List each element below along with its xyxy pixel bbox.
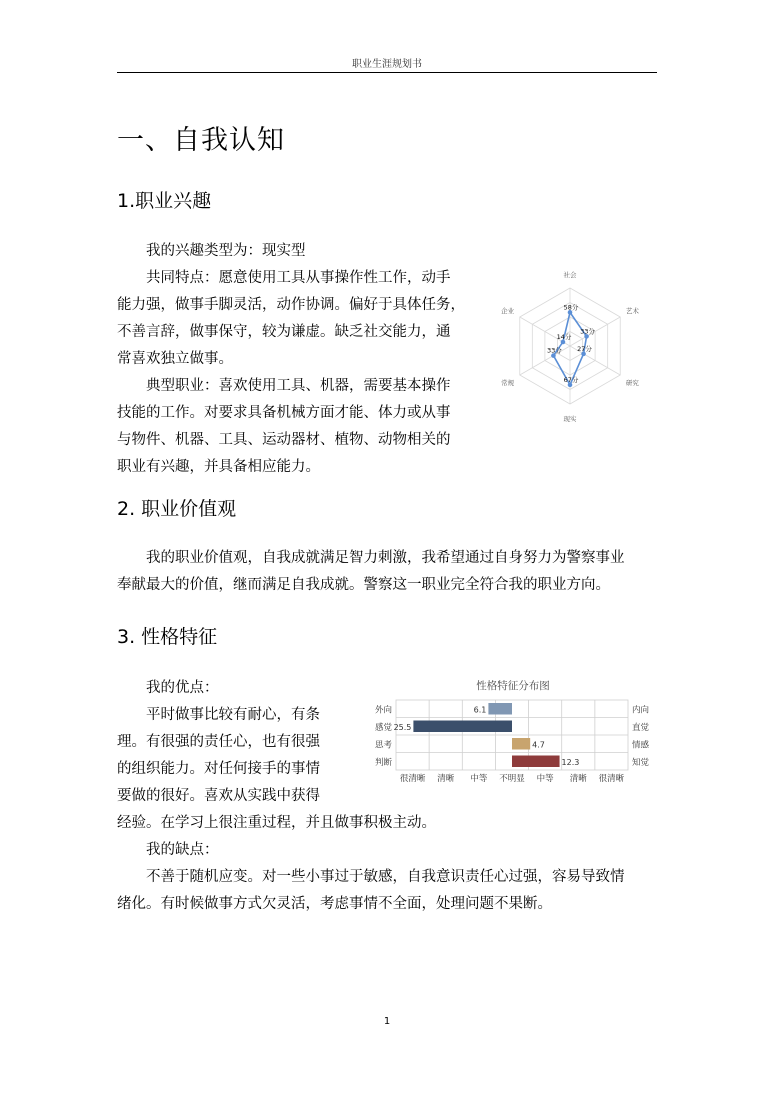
weakness-line: 绪化。有时候做事方式欠灵活，考虑事情不全面，处理问题不果断。 — [117, 896, 552, 912]
interest-type-line: 我的兴趣类型为：现实型 — [146, 243, 306, 259]
bar — [512, 756, 560, 768]
radar-value-label: 67分 — [563, 375, 579, 384]
bar-right-label: 内向 — [632, 705, 650, 716]
radar-value-label: 33分 — [580, 327, 595, 336]
job-line: 与物件、机器、工具、运动器材、植物、动物相关的 — [117, 432, 451, 448]
bar-left-label: 判断 — [374, 758, 392, 768]
bar — [413, 721, 512, 733]
bar-value-label: 6.1 — [473, 705, 487, 715]
bar-right-label: 情感 — [632, 740, 650, 751]
bar-value-label: 25.5 — [393, 723, 412, 732]
bar-value-label: 4.7 — [532, 740, 545, 750]
bar-x-tick-label: 清晰 — [569, 774, 587, 784]
bar-value-label: 12.3 — [561, 758, 580, 767]
strength-line: 平时做事比较有耐心，有条 — [146, 707, 320, 723]
subheading-personality: 3. 性格特征 — [117, 626, 218, 648]
values-line: 奉献最大的价值，继而满足自我成就。警察这一职业完全符合我的职业方向。 — [117, 577, 610, 593]
weakness-label: 我的缺点： — [146, 842, 219, 858]
values-paragraph — [117, 545, 657, 599]
job-line: 职业有兴趣，并具备相应能力。 — [117, 459, 320, 475]
section-heading: 一、自我认知 — [117, 125, 285, 156]
radar-axis-label: 艺术 — [625, 307, 639, 315]
chart-title: 性格特征分布图 — [476, 680, 550, 692]
strengths-paragraph — [117, 675, 357, 810]
bar-x-tick-label: 清晰 — [437, 774, 455, 784]
bar — [512, 738, 530, 750]
page-number: 1 — [383, 1016, 391, 1027]
job-line: 技能的工作。对要求具备机械方面才能、体力或从事 — [117, 405, 451, 421]
trait-line: 常喜欢独立做事。 — [117, 351, 233, 367]
trait-line: 共同特点：愿意使用工具从事操作性工作，动手 — [146, 270, 451, 286]
strength-line: 要做的很好。喜欢从实践中获得 — [117, 788, 320, 804]
strength-line: 理。有很强的责任心，也有很强 — [117, 734, 320, 750]
bar-x-tick-label: 很清晰 — [598, 774, 625, 784]
bar-x-tick-label: 很清晰 — [399, 774, 426, 784]
interest-paragraph — [117, 238, 477, 481]
header-rule — [117, 72, 657, 73]
weakness-line: 不善于随机应变。对一些小事过于敏感，自我意识责任心过强，容易导致情 — [146, 869, 625, 885]
bar-x-tick-label: 中等 — [536, 774, 554, 784]
strengths-paragraph-cont — [117, 810, 657, 918]
running-header: 职业生涯规划书 — [352, 59, 422, 70]
bar-x-tick-label: 中等 — [470, 774, 488, 784]
radar-axis-label: 社会 — [563, 271, 577, 279]
radar-value-label: 58分 — [563, 303, 579, 312]
bar — [488, 703, 512, 715]
radar-value-label: 14分 — [556, 332, 572, 341]
job-line: 典型职业：喜欢使用工具、机器，需要基本操作 — [146, 378, 451, 394]
radar-axis-label: 企业 — [501, 307, 515, 315]
bar-x-tick-label: 不明显 — [499, 774, 525, 784]
trait-line: 能力强，做事手脚灵活，动作协调。偏好于具体任务， — [117, 297, 465, 313]
radar-value-label: 27分 — [577, 344, 592, 353]
bar-left-label: 思考 — [374, 740, 392, 751]
interest-radar-chart — [490, 262, 660, 432]
radar-value-label: 33分 — [547, 346, 562, 355]
personality-bar-chart — [362, 676, 664, 794]
radar-axis-label: 常规 — [501, 379, 515, 387]
bar-left-label: 外向 — [374, 705, 392, 716]
strengths-label: 我的优点： — [146, 680, 219, 696]
subheading-interest: 1.职业兴趣 — [117, 190, 212, 212]
subheading-values: 2. 职业价值观 — [117, 498, 237, 520]
bar-left-label: 感觉 — [374, 723, 392, 733]
values-line: 我的职业价值观，自我成就满足智力刺激，我希望通过自身努力为警察事业 — [146, 550, 625, 566]
bar-right-label: 直觉 — [632, 723, 650, 733]
radar-axis-label: 研究 — [625, 379, 639, 387]
trait-line: 不善言辞，做事保守，较为谦虚。缺乏社交能力，通 — [117, 324, 451, 340]
strength-line: 的组织能力。对任何接手的事情 — [117, 761, 320, 777]
bar-right-label: 知觉 — [632, 758, 650, 768]
radar-axis-label: 现实 — [563, 415, 577, 423]
strength-line: 经验。在学习上很注重过程，并且做事积极主动。 — [117, 815, 436, 831]
